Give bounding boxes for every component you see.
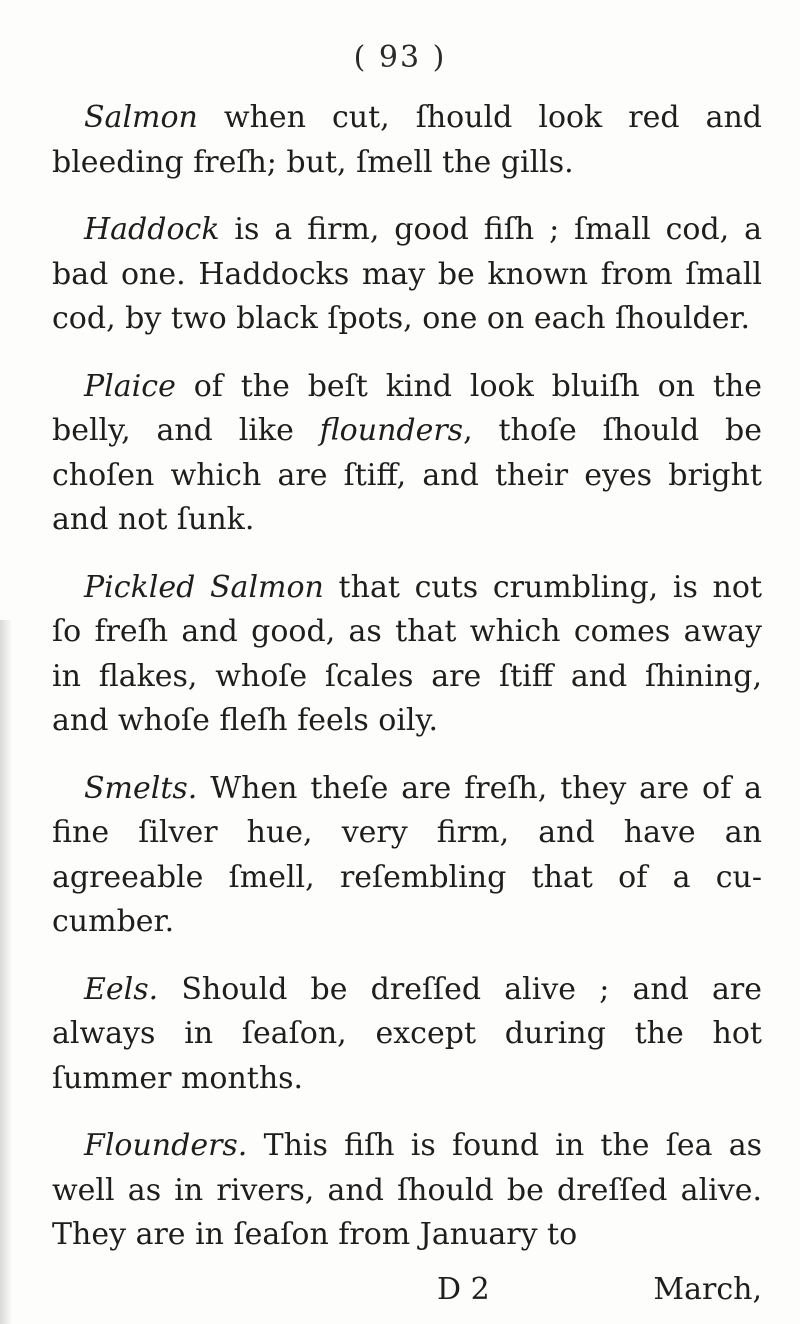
text-flounders: This fiſh is found in the ſea as well as in rivers, and ſhould be dreſſed alive. They are in ſeaſon from January to xyxy=(52,1128,762,1252)
paragraph-plaice xyxy=(52,365,762,543)
paragraph-salmon xyxy=(52,96,762,185)
paragraph-pickled-salmon xyxy=(52,566,762,744)
term-salmon: Salmon xyxy=(84,100,198,135)
text-salmon: when cut, ſhould look red and bleeding freſh; but, ſmell the gills. xyxy=(52,100,762,180)
term-smelts: Smelts. xyxy=(84,770,198,806)
signature-mark: D 2 xyxy=(437,1272,490,1307)
body-text xyxy=(52,96,762,1281)
text-plaice-1: of the beſt kind look bluiſh on the belly, and like xyxy=(52,368,762,448)
text-haddock: is a firm, good fiſh ; ſmall cod, a bad one. Haddocks may be known from ſmall cod, by two black ſpots, one on each ſhoulder. xyxy=(52,212,762,336)
text-pickled-salmon: that cuts crumbling, is not ſo freſh and good, as that which comes away in flakes, whoſe ſcales are ſtiff and ſhining, and whoſe fleſh feels oily. xyxy=(52,569,762,738)
paragraph-smelts xyxy=(52,767,762,945)
term-eels: Eels. xyxy=(84,971,159,1007)
catchword: March, xyxy=(653,1272,762,1307)
paragraph-eels xyxy=(52,968,762,1102)
text-eels: Should be dreſſed alive ; and are always in ſeaſon, except during the hot ſummer months. xyxy=(52,971,762,1096)
term-pickled-salmon: Pickled Salmon xyxy=(84,569,324,605)
term-haddock: Haddock xyxy=(84,212,220,247)
term-flounders-inline: flounders xyxy=(319,413,464,448)
paragraph-flounders xyxy=(52,1124,762,1258)
page-number: ( 93 ) xyxy=(353,40,447,75)
term-plaice: Plaice xyxy=(84,368,176,404)
page-edge-shadow xyxy=(0,620,12,1324)
text-smelts: When theſe are freſh, they are of a fine ſilver hue, very firm, and have an agreeable ſmell, reſembling that of a cu-cumber. xyxy=(52,770,762,939)
paragraph-haddock xyxy=(52,208,762,342)
term-flounders: Flounders. xyxy=(84,1128,248,1163)
text-plaice-2: , thoſe ſhould be choſen which are ſtiff, and their eyes bright and not ſunk. xyxy=(52,413,762,537)
